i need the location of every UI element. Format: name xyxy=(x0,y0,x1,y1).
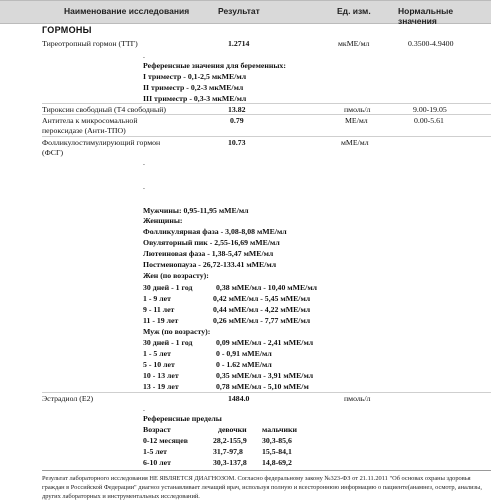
age-label: 11 - 19 лет xyxy=(143,316,179,325)
age-label: 6-10 лет xyxy=(143,458,171,467)
age-range: 0,38 мМЕ/мл - 10,40 мМЕ/мл xyxy=(216,283,318,292)
col-girls-header: девочки xyxy=(218,425,247,434)
boys-range: 14,8-69,2 xyxy=(262,458,292,467)
age-label: 13 - 19 лет xyxy=(143,382,179,391)
boys-range: 15,5-84,1 xyxy=(262,447,292,456)
girls-range: 28,2-155,9 xyxy=(213,436,247,445)
test-norm-tsh: 0.3500-4.9400 xyxy=(408,39,454,48)
age-label: 30 дней - 1 год xyxy=(143,283,193,292)
table-header xyxy=(0,0,491,24)
note-dot: . xyxy=(143,158,145,167)
note-girls-title: Жен (по возрасту): xyxy=(143,271,209,280)
note-line: III триместр - 0,3-3 мкМЕ/мл xyxy=(143,94,247,103)
note-dot: . xyxy=(143,182,145,191)
note-line: Лютеиновая фаза - 1,38-5,47 мМЕ/мл xyxy=(143,249,274,258)
age-label: 1-5 лет xyxy=(143,447,168,456)
test-name-atpo-line1: Антитела к микросомальной xyxy=(42,116,138,125)
test-name-t4: Тироксин свободный (Т4 свободный) xyxy=(42,105,166,114)
boys-range: 30,3-85,6 xyxy=(262,436,292,445)
test-units-t4: пмоль/л xyxy=(344,105,371,114)
note-title: Референсные значения для беременных: xyxy=(143,61,286,70)
test-result-t4: 13.82 xyxy=(228,105,246,114)
col-age-header: Возраст xyxy=(143,425,171,434)
column-header-norm: Нормальные значения xyxy=(398,6,454,26)
test-name-tsh: Тиреотропный гормон (ТТГ) xyxy=(42,39,138,48)
note-line: Постменопауза - 26,72-133.41 мМЕ/мл xyxy=(143,260,277,269)
note-boys-title: Муж (по возрасту): xyxy=(143,327,211,336)
age-range: 0,35 мМЕ/мл - 3,91 мМЕ/мл xyxy=(216,371,314,380)
note-women-title: Женщины: xyxy=(143,216,183,225)
row-divider xyxy=(42,114,491,115)
row-divider xyxy=(42,103,491,104)
age-label: 10 - 13 лет xyxy=(143,371,179,380)
age-label: 5 - 10 лет xyxy=(143,360,175,369)
row-divider xyxy=(42,136,491,137)
note-dot: . xyxy=(143,404,145,413)
row-divider xyxy=(42,392,491,393)
note-line: II триместр - 0,2-3 мкМЕ/мл xyxy=(143,83,244,92)
test-result-fsh: 10.73 xyxy=(228,138,246,147)
age-label: 0-12 месяцев xyxy=(143,436,188,445)
test-name-fsh-line2: (ФСГ) xyxy=(42,148,64,157)
test-norm-atpo: 0.00-5.61 xyxy=(414,116,444,125)
age-label: 30 дней - 1 год xyxy=(143,338,193,347)
footer-divider xyxy=(42,470,491,471)
note-line: Овуляторный пик - 2,55-16,69 мМЕ/мл xyxy=(143,238,280,247)
col-boys-header: мальчики xyxy=(262,425,298,434)
test-result-e2: 1484.0 xyxy=(228,394,250,403)
note-line: I триместр - 0,1-2,5 мкМЕ/мл xyxy=(143,72,247,81)
test-name-e2: Эстрадиол (Е2) xyxy=(42,394,94,403)
test-units-atpo: МЕ/мл xyxy=(345,116,368,125)
note-title: Референсные пределы xyxy=(143,414,222,423)
column-header-result: Результат xyxy=(218,6,260,16)
note-line: Фолликулярная фаза - 3,08-8,08 мМЕ/мл xyxy=(143,227,287,236)
column-header-name: Наименование исследования xyxy=(64,6,190,16)
note-dot: . xyxy=(143,51,145,60)
note-men: Мужчины: 0,95-11,95 мМЕ/мл xyxy=(143,206,249,215)
test-name-fsh-line1: Фолликулостимулирующий гормон xyxy=(42,138,161,147)
age-label: 1 - 9 лет xyxy=(143,294,171,303)
age-range: 0 - 1.62 мМЕ/мл xyxy=(216,360,272,369)
age-range: 0,42 мМЕ/мл - 5,45 мМЕ/мл xyxy=(213,294,311,303)
age-label: 9 - 11 лет xyxy=(143,305,175,314)
test-result-tsh: 1.2714 xyxy=(228,39,250,48)
age-range: 0,44 мМЕ/мл - 4,22 мМЕ/мл xyxy=(213,305,311,314)
test-units-fsh: мМЕ/мл xyxy=(341,138,369,147)
age-range: 0 - 0,91 мМЕ/мл xyxy=(216,349,272,358)
footer-disclaimer: Результат лабораторного исследования НЕ ЯВЛЯЕТСЯ ДИАГНОЗОМ. Согласно федеральному закону №323-ФЗ от 21.11.2011 "Об основах охраны здоровья граждан в Российской Федерации" диагноз устанавливает лечащий врач, используя полную и всестороннюю информацию о пациенте(анамнез, осмотр, анализы, других лабораторных и инструментальных исследований. xyxy=(42,475,482,500)
test-result-atpo: 0.79 xyxy=(230,116,244,125)
test-norm-t4: 9.00-19.05 xyxy=(413,105,447,114)
test-units-tsh: мкМЕ/мл xyxy=(338,39,370,48)
test-units-e2: пмоль/л xyxy=(344,394,371,403)
age-range: 0,78 мМЕ/мл - 5,10 мМЕ/м xyxy=(216,382,309,391)
girls-range: 31,7-97,8 xyxy=(213,447,243,456)
age-label: 1 - 5 лет xyxy=(143,349,171,358)
test-name-atpo-line2: пероксидазе (Анти-ТПО) xyxy=(42,126,126,135)
column-header-units: Ед. изм. xyxy=(337,6,371,16)
age-range: 0,09 мМЕ/мл - 2,41 мМЕ/мл xyxy=(216,338,314,347)
age-range: 0,26 мМЕ/мл - 7,77 мМЕ/мл xyxy=(213,316,311,325)
girls-range: 30,3-137,8 xyxy=(213,458,247,467)
section-title: ГОРМОНЫ xyxy=(42,25,92,35)
